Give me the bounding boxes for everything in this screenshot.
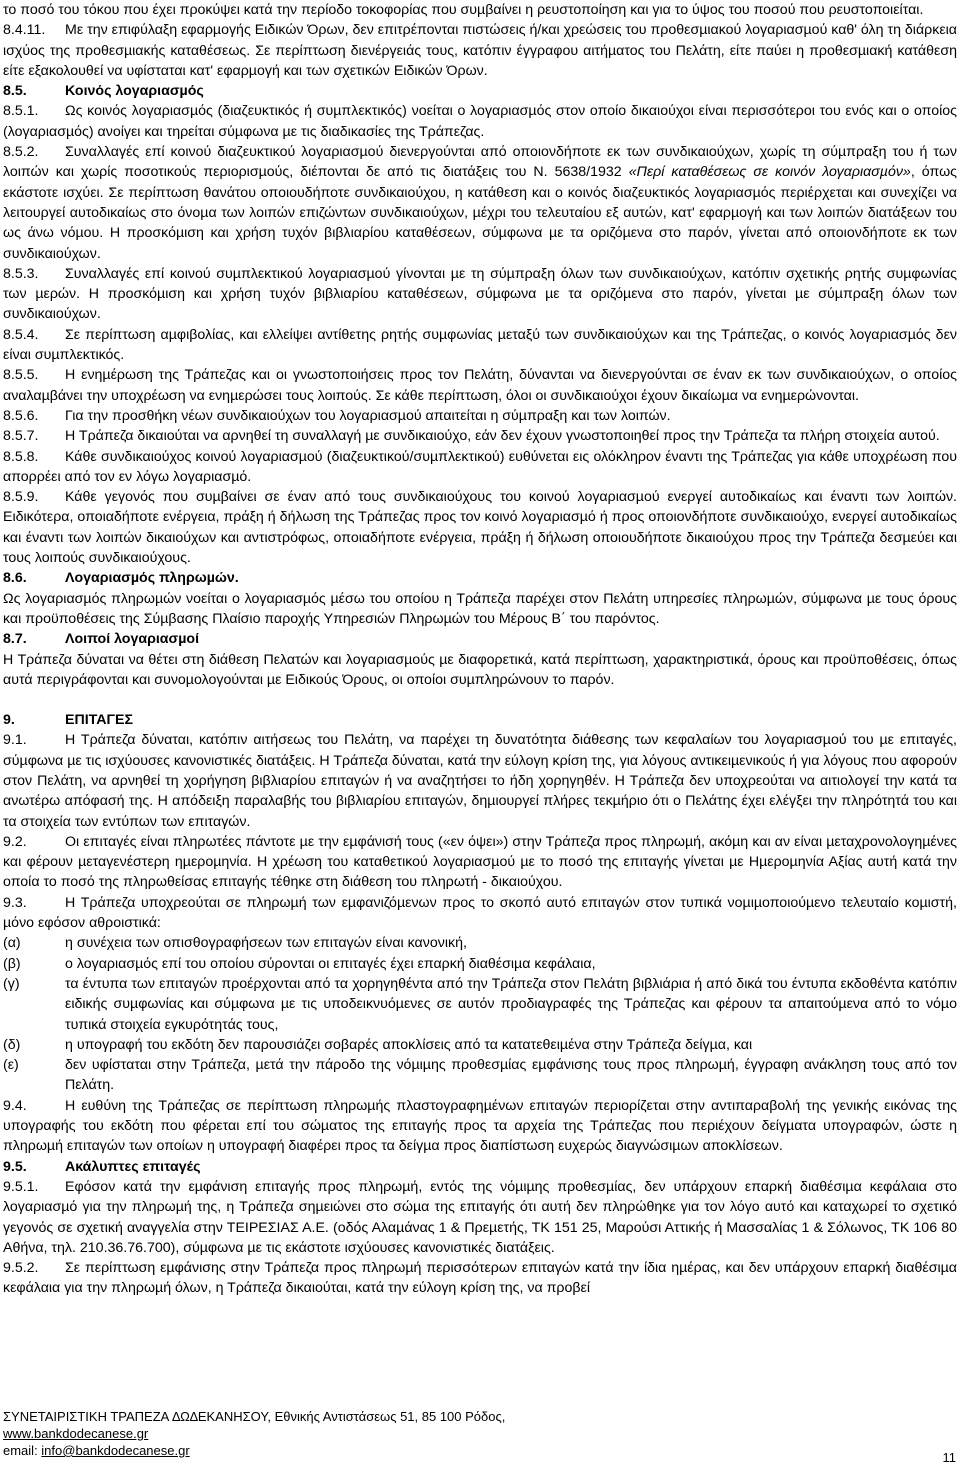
clause-number: 9.3. xyxy=(3,894,27,911)
paragraph xyxy=(3,730,957,831)
paragraph-text: Ως κοινός λογαριασµός (διαζευκτικός ή συµπλεκτικός) νοείται ο λογαριασµός στον οποίο δικαιούχοι είναι περισσότεροι του ενός και ο οποίος (λογαριασµός) ανοίγει και τηρείται σύµφωνα µε τις διαδικασίες της Τράπεζας. xyxy=(3,103,957,140)
clause-number: 9.4. xyxy=(3,1097,27,1114)
paragraph-text: Συναλλαγές επί κοινού διαζευκτικού λογαριασµού διενεργούνται από οποιονδήποτε εκ των συνδικαιούχων, χωρίς τη σύµπραξη του ή των λοιπών και χωρίς ποσοτικούς περιορισµούς, διέπονται δε από τις διατάξεις του Ν. 5638/1932 xyxy=(3,144,957,181)
paragraph-text: Η Τράπεζα δικαιούται να αρνηθεί τη συναλλαγή µε συνδικαιούχο, εάν δεν έχουν γνωστοποιηθεί προς την Τράπεζα τα πλήρη στοιχεία αυτού. xyxy=(65,428,940,445)
section-heading xyxy=(3,81,957,101)
paragraph xyxy=(3,426,957,446)
heading-text: Κοινός λογαριασµός xyxy=(65,83,204,100)
clause-number: 8.5.2. xyxy=(3,144,39,161)
paragraph xyxy=(3,1055,957,1096)
paragraph-text: ο λογαριασµός επί του οποίου σύρονται οι επιταγές έχει επαρκή διαθέσιµα κεφάλαια, xyxy=(65,955,596,972)
paragraph-text: Εφόσον κατά την εµφάνιση επιταγής προς πληρωµή, εντός της νόµιµης προθεσµίας, δεν υπάρχουν επαρκή διαθέσιµα κεφάλαια στο λογαριασµό για την πληρωµή της, η Τράπεζα σηµειώνει στο σώµα της επιταγής ότι αυτή δεν πληρώθηκε για τον λόγο αυτό και καταχωρεί το σχετικό γεγονός σε σχετική αναγγελία στην ΤΕΙΡΕΣΙΑΣ Α.Ε. (οδός Αλαµάνας 1 & Πρεµετής, ΤΚ 151 25, Μαρούσι Αττικής ή Μασσαλίας 1 & Σόλωνος, ΤΚ 106 80 Αθήνα, τηλ. 210.36.76.700), σύµφωνα µε τις εκάστοτε ισχύουσες κανονιστικές διατάξεις. xyxy=(3,1178,957,1256)
clause-number: 9.5. xyxy=(3,1158,27,1175)
paragraph-text: η συνέχεια των οπισθογραφήσεων των επιταγών είναι κανονική, xyxy=(65,935,467,952)
clause-number: 9.2. xyxy=(3,833,27,850)
clause-number: 8.5.5. xyxy=(3,367,39,384)
clause-number: (β) xyxy=(3,955,21,972)
paragraph xyxy=(3,589,957,630)
paragraph-text: Σε περίπτωση εµφάνισης στην Τράπεζα προς πληρωµή περισσότερων επιταγών κατά την ίδια ηµέρας, και δεν υπάρχουν επαρκή διαθέσιµα κεφάλαια για την πληρωµή όλων, η Τράπεζα δικαιούται, κατά την εύλογη κρίση της, να προβεί xyxy=(3,1260,957,1297)
clause-number: 9.5.2. xyxy=(3,1260,39,1277)
paragraph xyxy=(3,1035,957,1055)
clause-number: 8.5.1. xyxy=(3,103,39,120)
section-heading xyxy=(3,568,957,588)
paragraph-text: Κάθε συνδικαιούχος κοινού λογαριασµού (διαζευκτικού/συµπλεκτικού) ευθύνεται εις ολόκληρον έναντι της Τράπεζας για κάθε υποχρέωση που απορρέει από τον εν λόγω λογαριασµό. xyxy=(3,448,957,485)
document-body xyxy=(3,0,957,1299)
clause-number: 8.5.8. xyxy=(3,448,39,465)
footer-website-link[interactable]: www.bankdodecanese.gr xyxy=(3,1426,149,1441)
section-heading xyxy=(3,710,957,730)
clause-number: 9.1. xyxy=(3,732,27,749)
clause-number: (δ) xyxy=(3,1036,21,1053)
paragraph-text: Σε περίπτωση αµφιβολίας, και ελλείψει αντίθετης ρητής συµφωνίας µεταξύ των συνδικαιούχων και της Τράπεζας, ο κοινός λογαριασµός δεν είναι συµπλεκτικός. xyxy=(3,326,957,364)
paragraph-text: δεν υφίσταται στην Τράπεζα, µετά την πάροδο της νόµιµης προθεσµίας εµφάνισης τους προς πληρωµή, έγγραφη ανάκληση τους από τον Πελάτη. xyxy=(65,1057,957,1094)
paragraph-text: Η Τράπεζα υποχρεούται σε πληρωµή των εµφανιζόµενων προς το σκοπό αυτό επιταγών στον τυπικά νοµιµοποιούµενο τελευταίο κοµιστή, µόνο εφόσον αθροιστικά: xyxy=(3,894,957,932)
clause-number: 8.5.6. xyxy=(3,407,39,424)
paragraph xyxy=(3,832,957,893)
footer-address: ΣΥΝΕΤΑΙΡΙΣΤΙΚΗ ΤΡΑΠΕΖΑ ∆Ω∆ΕΚΑΝΗΣΟΥ, Εθνικής Αντιστάσεως 51, 85 100 Ρόδος, xyxy=(3,1409,506,1424)
clause-number: 8.5.9. xyxy=(3,489,39,506)
clause-number: (γ) xyxy=(3,975,20,992)
paragraph-text-cont: , όπως εκάστοτε ισχύει. Σε περίπτωση θανάτου οποιουδήποτε συνδικαιούχου, η κατάθεση και ο κοινός διαζευκτικός λογαριασµός περιέρχεται και συνεχίζει να λειτουργεί αυτοδικαίως στο όνοµα των λοιπών επιζώντων συνδικαιούχων, µέχρι του τελευταίου εξ αυτών, κατ' εφαρµογή και των λοιπών διατάξεων του ως άνω νόµου. Η προσκόµιση και χρήση τυχόν βιβλιαρίου καταθέσεων, σύµφωνα µε τα οριζόµενα στο παρόν, γίνεται από οποιονδήποτε εκ των συνδικαιούχων. xyxy=(3,164,957,262)
paragraph xyxy=(3,650,957,691)
paragraph-text: τα έντυπα των επιταγών προέρχονται από τα χορηγηθέντα από την Τράπεζα στον Πελάτη βιβλιάρια ή από δικά του έντυπα εκδοθέντα κατόπιν ειδικής συµφωνίας και σύµφωνα µε τις υποδεικνυόµενες σε αυτόν προδιαγραφές της Τράπεζας και φέρουν τα απαιτούµενα από το νόµο τυπικά στοιχεία εγκυρότητάς τους, xyxy=(65,975,957,1033)
paragraph-text: Με την επιφύλαξη εφαρµογής Ειδικών Όρων, δεν επιτρέπονται πιστώσεις ή/και χρεώσεις του προθεσµιακού λογαριασµού καθ' όλη τη διάρκεια ισχύος της προθεσµιακής καταθέσεως. Σε περίπτωση διενέργειάς τους, κατόπιν έγγραφου αιτήµατος του Πελάτη, είτε παύει η προθεσµιακή κατάθεση είτε εξακολουθεί να υφίσταται κατ' εφαρµογή και των σχετικών Ειδικών Όρων. xyxy=(3,22,958,79)
paragraph xyxy=(3,325,957,366)
clause-number: 9.5.1. xyxy=(3,1178,39,1195)
clause-number: 8.6. xyxy=(3,570,27,587)
paragraph-text: Η Τράπεζα δύναται να θέτει στη διάθεση Πελατών και λογαριασµούς µε διαφορετικά, κατά περίπτωση, χαρακτηριστικά, όρους και προϋποθέσεις, όπως αυτά περιγράφονται και συνοµολογούνται µε Ειδικούς Όρους, οι οποίοι συµπληρώνουν το παρόν. xyxy=(3,651,957,688)
paragraph-text: Για την προσθήκη νέων συνδικαιούχων του λογαριασµού απαιτείται η σύµπραξη και των λοιπών. xyxy=(65,407,671,424)
paragraph-text: η υπογραφή του εκδότη δεν παρουσιάζει σοβαρές αποκλίσεις από τα κατατεθειµένα στην Τράπεζα δείγµα, και xyxy=(65,1036,753,1053)
footer-email-label: email: xyxy=(3,1443,42,1458)
heading-text: Λογαριασµός πληρωµών. xyxy=(65,570,239,587)
paragraph xyxy=(3,1258,957,1299)
paragraph-text: Η Τράπεζα δύναται, κατόπιν αιτήσεως του Πελάτη, να παρέχει τη δυνατότητα διάθεσης των κεφαλαίων του λογαριασµού του µε επιταγές, σύµφωνα µε τις ισχύουσες κανονιστικές διατάξεις. Η Τράπεζα δύναται, κατά την εύλογη κρίση της, για λόγους αντικειµενικούς ή για λόγους που αφορούν στον Πελάτη, να αρνηθεί τη χορήγηση βιβλιαρίου επιταγών ή να αναζητήσει το ήδη χορηγηθέν. Η Τράπεζα δεν υποχρεούται να αιτιολογεί την κατά τα ανωτέρω απόφασή της. Η απόδειξη παραλαβής του βιβλιαρίου επιταγών, δηµιουργεί πλήρες τεκµήριο ότι ο Πελάτης έχει ελέγξει την πληρότητά του και τα στοιχεία των εντύπων των επιταγών. xyxy=(3,732,957,830)
paragraph xyxy=(3,142,957,264)
paragraph xyxy=(3,20,957,81)
clause-number: 8.4.11. xyxy=(3,22,46,39)
paragraph xyxy=(3,0,957,20)
paragraph-text: Συναλλαγές επί κοινού συµπλεκτικού λογαριασµού γίνονται µε τη σύµπραξη όλων των συνδικαιούχων, κατόπιν σχετικής ρητής συµφωνίας των µερών. Η προσκόµιση και χρήση τυχόν βιβλιαρίου καταθέσεων, σύµφωνα µε τα οριζόµενα στο παρόν, γίνεται µε σύµπραξη όλων των συνδικαιούχων. xyxy=(3,265,957,323)
footer-email xyxy=(3,1442,505,1459)
law-title: «Περί καταθέσεως σε κοινόν λογαριασµόν» xyxy=(628,164,911,181)
paragraph xyxy=(3,264,957,325)
paragraph xyxy=(3,406,957,426)
footer-email-link[interactable]: info@bankdodecanese.gr xyxy=(41,1443,190,1458)
page-number: 11 xyxy=(942,1450,956,1465)
heading-text: Ακάλυπτες επιταγές xyxy=(65,1158,201,1175)
paragraph-text: Η ενηµέρωση της Τράπεζας και οι γνωστοποιήσεις προς τον Πελάτη, δύνανται να διενεργούνται σε έναν εκ των συνδικαιούχων, ο οποίος αναλαµβάνει την υποχρέωση να ενηµερώσει τους λοιπούς. Σε κάθε περίπτωση, όλοι οι συνδικαιούχοι έχουν δικαίωµα να ενηµερώνονται. xyxy=(3,367,957,404)
paragraph-text: το ποσό του τόκου που έχει προκύψει κατά την περίοδο τοκοφορίας που συµβαίνει η ρευστοποίηση και για το ύψος του ποσού που ρευστοποιείται. xyxy=(3,2,924,18)
paragraph xyxy=(3,101,957,142)
paragraph xyxy=(3,487,957,568)
paragraph-text: Κάθε γεγονός που συµβαίνει σε έναν από τους συνδικαιούχους του κοινού λογαριασµού ενεργεί αυτοδικαίως και έναντι των λοιπών. Ειδικότερα, οποιαδήποτε ενέργεια, πράξη ή δήλωση της Τράπεζας προς τον κοινό λογαριασµό ή προς οποιονδήποτε συνδικαιούχο, ενεργεί αυτοδικαίως και έναντι των λοιπών δικαιούχων και αντιστρόφως, οποιαδήποτε ενέργεια, πράξη ή δήλωση οποιουδήποτε δικαιούχου προς την Τράπεζα δεσµεύει και τους λοιπούς συνδικαιούχους. xyxy=(3,489,957,567)
section-heading xyxy=(3,629,957,649)
clause-number: 8.5.4. xyxy=(3,326,39,343)
paragraph-text: Η ευθύνη της Τράπεζας σε περίπτωση πληρωµής πλαστογραφηµένων επιταγών περιορίζεται στην αντιπαραβολή της γενικής εικόνας της υπογραφής του εκδότη που φέρεται επί του σώµατος της επιταγής προς τα αρχεία της Τράπεζας που περιέχουν δείγµατα υπογραφών, ώστε η πληρωµή επιταγών των οποίων η υπογραφή διαφέρει προς τα δείγµα προς διαπίστωση ευχερώς διαγνώσιµων αποκλίσεων. xyxy=(3,1097,957,1155)
clause-number: 8.5.7. xyxy=(3,428,39,445)
section-heading xyxy=(3,1157,957,1177)
paragraph xyxy=(3,1096,957,1157)
clause-number: 8.5. xyxy=(3,83,27,100)
heading-text: ΕΠΙΤΑΓΕΣ xyxy=(65,712,134,729)
clause-number: 8.5.3. xyxy=(3,265,39,282)
clause-number: (ε) xyxy=(3,1057,19,1074)
paragraph xyxy=(3,365,957,406)
paragraph xyxy=(3,893,957,934)
paragraph xyxy=(3,954,957,974)
paragraph xyxy=(3,1177,957,1258)
paragraph-text: Ως λογαριασµός πληρωµών νοείται ο λογαριασµός µέσω του οποίου η Τράπεζα παρέχει στον Πελάτη υπηρεσίες πληρωµών, σύµφωνα µε τους όρους και προϋποθέσεις της Σύµβασης Πλαίσιο παροχής Υπηρεσιών Πληρωµών του Μέρους Β΄ του παρόντος. xyxy=(3,590,957,627)
clause-number: 9. xyxy=(3,712,15,729)
heading-text: Λοιποί λογαριασµοί xyxy=(65,631,200,648)
clause-number: 8.7. xyxy=(3,631,27,648)
footer xyxy=(3,1408,505,1459)
paragraph-text: Οι επιταγές είναι πληρωτέες πάντοτε µε την εµφάνισή τους («εν όψει») στην Τράπεζα προς πληρωµή, ακόµη και αν είναι µεταχρονολογηµένες και φέρουν µεταγενέστερη ηµεροµηνία. Η χρέωση του καταθετικού λογαριασµού µε το ποσό της επιταγής γίνεται µε Ηµεροµηνία Αξίας αυτή κατά την οποία το ποσό της πληρωθείσας επιταγής τέθηκε στη διάθεση του πληρωτή - δικαιούχου. xyxy=(3,833,957,891)
paragraph xyxy=(3,974,957,1035)
paragraph xyxy=(3,447,957,488)
paragraph xyxy=(3,933,957,953)
clause-number: (α) xyxy=(3,935,21,952)
